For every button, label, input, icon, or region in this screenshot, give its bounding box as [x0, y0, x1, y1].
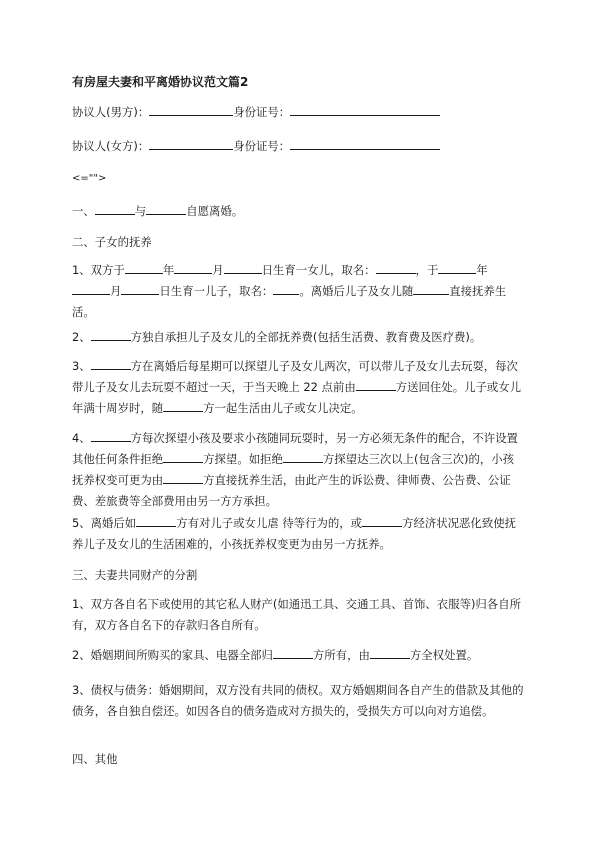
blank[interactable] [146, 203, 186, 215]
document-title: 有房屋夫妻和平离婚协议范文篇2 [72, 75, 249, 89]
child-paragraph-5 [72, 513, 524, 555]
blank[interactable] [376, 262, 416, 274]
blank[interactable] [91, 358, 131, 370]
text: 直接抚养生活。 [72, 284, 507, 319]
blank[interactable] [95, 203, 135, 215]
clause-1-prefix: 一、 [72, 204, 95, 218]
text: 方探望。如拒绝 [203, 452, 283, 466]
text: 年 [162, 263, 175, 277]
text: 方每次探望小孩及要求小孩随同玩耍时，另一方必须无条件的配合，不许设置其他任何条件拒绝 [72, 431, 518, 466]
blank[interactable] [125, 262, 163, 274]
text: 月 [110, 284, 122, 298]
child-paragraph-3 [72, 356, 524, 419]
party-male-label: 协议人(男方)： [72, 105, 150, 119]
blank[interactable] [273, 283, 299, 295]
blank[interactable] [136, 515, 176, 527]
blank[interactable] [174, 262, 212, 274]
blank[interactable] [91, 430, 131, 442]
blank[interactable] [163, 451, 203, 463]
text: 1、双方于 [72, 263, 125, 277]
property-paragraph-3: 3、债权与债务：婚姻期间，双方没有共同的债权。双方婚姻期间各自产生的借款及其他的债务，各自独自偿还。如因各自的债务造成对方损失的，受损失方可以向对方追偿。 [72, 683, 524, 718]
male-id-field[interactable] [290, 104, 440, 116]
blank[interactable] [362, 515, 402, 527]
text: 方直接抚养生活，由此产生的诉讼费、律师费、公告费、公证费、差旅费等全部费用由另一方方承担。 [72, 473, 511, 508]
blank[interactable] [273, 647, 313, 659]
party-female-line [72, 138, 440, 153]
clause-1-mid: 与 [134, 204, 147, 218]
blank[interactable] [163, 472, 203, 484]
property-paragraph-2 [72, 645, 524, 666]
text: ，于 [415, 263, 439, 277]
artifact-text: <=""> [72, 173, 107, 184]
text: 3、 [72, 359, 91, 373]
blank[interactable] [356, 379, 396, 391]
text: 4、 [72, 431, 91, 445]
blank[interactable] [370, 647, 410, 659]
female-id-label: 身份证号： [233, 139, 291, 153]
male-id-label: 身份证号： [233, 105, 291, 119]
party-female-label: 协议人(女方)： [72, 139, 150, 153]
section-3-heading: 三、夫妻共同财产的分割 [72, 568, 198, 582]
blank[interactable] [121, 283, 159, 295]
blank[interactable] [438, 262, 476, 274]
section-2-heading: 二、子女的抚养 [72, 235, 152, 249]
party-male-line [72, 104, 440, 119]
blank[interactable] [72, 283, 110, 295]
text: 2、婚姻期间所购买的家具、电器全部归 [72, 648, 273, 662]
blank[interactable] [224, 262, 262, 274]
text: 方经济状况恶化致使抚养儿子及女儿的生活困难的，小孩抚养权变更为由另一方抚养。 [72, 516, 516, 551]
section-4-heading: 四、其他 [72, 752, 118, 766]
text: 2、 [72, 330, 91, 344]
male-name-field[interactable] [149, 104, 233, 116]
text: 月 [212, 263, 224, 277]
female-name-field[interactable] [149, 138, 233, 150]
blank[interactable] [91, 329, 131, 341]
property-paragraph-1: 1、双方各自名下或使用的其它私人财产(如通迅工具、交通工具、首饰、衣服等)归各自所有，双方各自名下的存款归各自所有。 [72, 597, 521, 632]
text: 方在离婚后每星期可以探望儿子及女儿两次，可以带儿子及女儿去玩耍，每次带儿子及女儿去玩耍不超过一天，于当天晚上 22 点前由 [72, 359, 518, 394]
text: 。离婚后儿子及女儿随 [299, 284, 414, 298]
child-paragraph-4 [72, 428, 524, 512]
clause-1-suffix: 自愿离婚。 [186, 204, 244, 218]
text: 5、离婚后如 [72, 516, 137, 530]
child-paragraph-2 [72, 327, 524, 348]
text: 方探望达三次以上(包含三次)的，小孩抚养权变可更为由 [72, 452, 515, 487]
text: 方独自承担儿子及女儿的全部抚养费(包括生活费、教育费及医疗费)。 [130, 330, 482, 344]
blank[interactable] [413, 283, 449, 295]
text: 日生育一儿子，取名： [159, 284, 274, 298]
blank[interactable] [283, 451, 323, 463]
text: 方所有，由 [312, 648, 370, 662]
blank[interactable] [163, 400, 203, 412]
text: 方全权处置。 [409, 648, 479, 662]
text: 方送回住处。儿子或女儿年满十周岁时，随 [72, 380, 522, 415]
female-id-field[interactable] [290, 138, 440, 150]
text: 方有对儿子或女儿虐 待等行为的，或 [176, 516, 363, 530]
text: 年 [476, 263, 488, 277]
text: 方一起生活由儿子或女儿决定。 [203, 401, 363, 415]
clause-1 [72, 203, 243, 218]
child-paragraph-1 [72, 260, 524, 323]
text: 日生育一女儿，取名： [261, 263, 376, 277]
